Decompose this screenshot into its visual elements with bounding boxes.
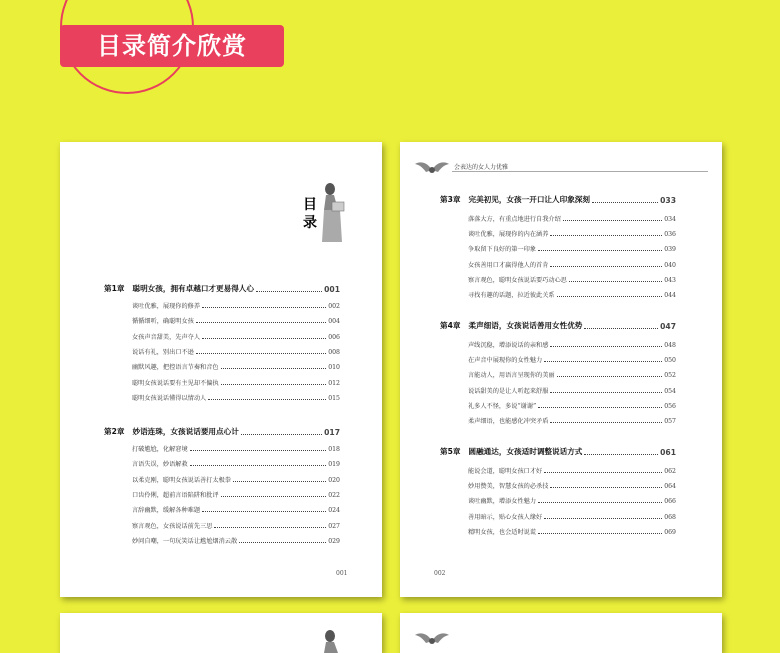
section-page: 064 [664,483,676,491]
section-title: 精明女孩，也会适时说谎 [468,528,537,536]
leader-dots [550,235,662,236]
section-page: 068 [664,513,676,521]
section-title: 聪明女孩说话懂得以情动人 [132,394,207,402]
section-entry [132,444,340,453]
leader-dots [221,384,327,385]
section-title: 争取留下良好的第一印象 [468,246,537,254]
leader-dots [221,496,327,497]
chapter-title: 完美初见，女孩一开口让人印象深刻 [468,195,590,204]
section-entry [468,214,676,223]
section-entry [132,536,340,545]
page-number: 001 [336,570,348,577]
chapter-entry [440,194,676,205]
section-page: 006 [328,333,340,341]
chapter-title: 圆融通达，女孩适时调整说话方式 [468,447,583,456]
leader-dots [214,527,326,528]
section-entry [132,393,340,402]
leader-dots [239,542,326,543]
leader-dots [550,422,662,423]
leader-dots [557,296,663,297]
section-page: 036 [664,231,676,239]
leader-dots [557,376,663,377]
leader-dots [190,450,327,451]
leader-dots [550,346,662,347]
section-page: 062 [664,468,676,475]
leader-dots [584,454,658,455]
chapter-entry [440,446,676,457]
section-entry [132,521,340,530]
section-entry [468,386,676,395]
section-entry [132,316,340,325]
section-entry [468,527,676,536]
leader-dots [241,434,322,435]
section-title: 聪明女孩说话要有主见却不偏执 [132,379,219,387]
section-title: 谈吐幽默，增添女性魅力 [468,498,537,506]
section-title: 打破尴尬，化解窘境 [132,446,188,453]
section-entry [132,490,340,499]
section-entry [468,466,676,475]
woman-reading-illustration [318,182,348,246]
section-title: 妙用赞美，智慧女孩的必杀技 [468,483,549,491]
section-title: 说话甜美的是让人听起来舒服 [468,387,549,395]
section-page: 029 [328,537,340,545]
toc-page-right-next [400,613,722,653]
section-title: 察言观色，聪明女孩说话要巧动心思 [468,276,567,284]
section-page: 018 [328,446,340,453]
leader-dots [202,511,326,512]
section-page: 039 [664,246,676,254]
chapter-page: 061 [660,448,676,457]
section-page: 040 [664,261,676,269]
section-page: 052 [664,372,676,380]
section-title: 寻找有趣的话题，拉近彼此关系 [468,292,555,299]
leader-dots [538,533,662,534]
section-entry [468,275,676,284]
section-entry [132,301,340,310]
section-page: 043 [664,276,676,284]
section-banner: 目录简介欣赏 [60,25,284,67]
leader-dots [233,481,326,482]
section-title: 能说会道，聪明女孩口才好 [468,468,543,475]
section-entry [468,244,676,253]
section-entry [132,475,340,484]
section-title: 说话有礼，别出口不逊 [132,348,194,356]
wings-logo-icon [414,629,450,649]
wings-logo-icon [414,158,450,178]
header-rule [452,171,708,172]
section-title: 言语失误，妙语解救 [132,461,188,469]
leader-dots [538,502,662,503]
section-page: 056 [664,402,676,410]
running-header [414,158,708,180]
section-page: 054 [664,387,676,395]
chapter-page: 017 [324,428,340,437]
leader-dots [538,250,662,251]
leader-dots [196,322,326,323]
chapter-number: 第1章 [104,284,125,293]
leader-dots [563,220,662,221]
chapter-page: 047 [660,322,676,331]
section-page: 004 [328,318,340,326]
section-page: 057 [664,418,676,425]
section-entry [468,260,676,269]
section-title: 女孩声音甜美，先声夺人 [132,333,201,341]
section-title: 循循细听，确聪明女孩 [132,318,194,326]
section-title: 女孩善用口才赢得他人的首肯 [468,261,549,269]
chapter-title: 妙语连珠，女孩说话要用点心计 [132,427,239,436]
section-title: 在声音中展现你的女性魅力 [468,357,543,365]
section-entry [468,481,676,490]
section-entry [468,355,676,364]
section-entry [468,416,676,425]
section-title: 善用暗示，贴心女孩人缘好 [468,513,543,521]
section-page: 069 [664,528,676,536]
chapter-number: 第4章 [440,321,461,330]
leader-dots [538,407,662,408]
leader-dots [190,465,327,466]
leader-dots [592,202,658,203]
leader-dots [256,291,322,292]
chapter-title: 柔声细语，女孩说话善用女性优势 [468,321,583,330]
leader-dots [550,266,662,267]
section-page: 044 [664,292,676,299]
section-page: 019 [328,461,340,469]
section-entry [132,378,340,387]
woman-reading-illustration [318,629,348,653]
leader-dots [584,328,658,329]
chapter-entry [440,320,676,331]
toc-page-left [60,142,382,597]
chapter-number: 第2章 [104,427,125,436]
leader-dots [569,281,662,282]
leader-dots [544,518,662,519]
section-entry [468,290,676,299]
section-title: 言能动人，用语言呈现你的美丽 [468,372,555,380]
toc-title: 目录 [303,197,317,231]
leader-dots [208,399,326,400]
section-title: 以柔克刚，聪明女孩说话善打太极拳 [132,476,231,484]
section-entry [132,459,340,468]
section-page: 048 [664,342,676,349]
section-title: 幽默风趣，把控语言节奏和音色 [132,364,219,372]
section-entry [132,362,340,371]
section-entry [132,332,340,341]
section-title: 谈吐优雅，展现你的修养 [132,303,201,310]
section-title: 柔声细语，也能感化冲突矛盾 [468,418,549,425]
section-title: 落落大方，有重点地进行自我介绍 [468,216,561,223]
section-page: 066 [664,498,676,506]
chapter-number: 第3章 [440,195,461,204]
chapter-page: 001 [324,285,340,294]
chapter-number: 第5章 [440,447,461,456]
section-page: 034 [664,216,676,223]
leader-dots [544,472,662,473]
section-entry [468,370,676,379]
section-page: 050 [664,357,676,365]
section-page: 015 [328,394,340,402]
section-title: 妙问自嘲，一句玩笑话让尴尬烟消云散 [132,537,238,545]
toc-page-right [400,142,722,597]
leader-dots [196,353,326,354]
leader-dots [202,338,326,339]
leader-dots [550,392,662,393]
section-page: 027 [328,522,340,530]
section-page: 002 [328,303,340,310]
section-entry [468,401,676,410]
section-page: 024 [328,507,340,515]
section-entry [468,340,676,349]
leader-dots [550,487,662,488]
toc-page-left-next [60,613,382,653]
section-entry [132,347,340,356]
section-entry [468,512,676,521]
section-title: 礼多人不怪，多说“谢谢” [468,402,537,410]
section-page: 012 [328,379,340,387]
section-page: 022 [328,491,340,499]
leader-dots [221,368,327,369]
section-title: 谈吐优雅，展现你的内在涵养 [468,231,549,239]
section-entry [468,229,676,238]
page-number: 002 [434,570,446,577]
section-entry [132,505,340,514]
section-page: 010 [328,364,340,372]
section-page: 020 [328,476,340,484]
section-page: 008 [328,348,340,356]
section-title: 言辞幽默，缓解各种难题 [132,507,201,515]
chapter-page: 033 [660,196,676,205]
section-title: 声线沉稳，增添说话的亲和感 [468,342,549,349]
section-title: 口齿伶俐，超前言语陷阱和批评 [132,491,219,499]
section-title: 察言观色，女孩说话前先三思 [132,522,213,530]
leader-dots [544,361,662,362]
chapter-entry [104,283,340,294]
leader-dots [202,307,326,308]
chapter-title: 聪明女孩，拥有卓越口才更易得人心 [132,284,254,293]
chapter-entry [104,426,340,437]
header-title: 会表达的女人力优雅 [454,164,509,171]
section-entry [468,496,676,505]
